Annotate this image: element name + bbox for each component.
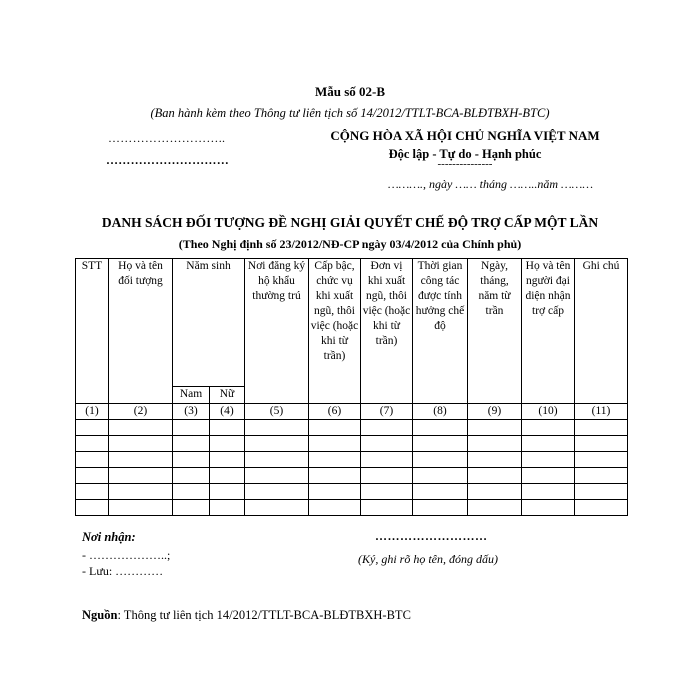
column-number: (3) (173, 404, 210, 420)
source-line (82, 608, 411, 623)
column-number: (5) (245, 404, 309, 420)
issued-note: (Ban hành kèm theo Thông tư liên tịch số 14/2012/TTLT-BCA-BLĐTBXH-BTC) (150, 106, 550, 120)
column-number: (6) (309, 404, 361, 420)
header-death-date: Ngày, tháng, năm từ trần (468, 259, 522, 404)
column-number: (4) (210, 404, 245, 420)
header-stt: STT (76, 259, 109, 404)
header-notes: Ghi chú (575, 259, 628, 404)
recipient-line: - ………………..; (82, 548, 171, 562)
source-text: : Thông tư liên tịch 14/2012/TTLT-BCA-BLĐTBXH-BTC (117, 608, 411, 622)
header-service-time: Thời gian công tác được tính hưởng chế độ (413, 259, 468, 404)
header-name: Họ và tên đối tượng (109, 259, 173, 404)
beneficiary-table (75, 258, 628, 516)
table-row (76, 468, 628, 484)
header-birth-year: Năm sinh (173, 259, 245, 387)
archive-line: - Lưu: ………… (82, 564, 164, 578)
source-label: Nguồn (82, 608, 118, 622)
signer-placeholder: ……………………… (375, 529, 488, 543)
date-line: ………., ngày …… tháng ……..năm ……… (388, 177, 594, 191)
motto-underline: --------------- (437, 158, 493, 170)
form-code: Mẫu số 02-B (314, 84, 386, 99)
header-residence: Nơi đăng ký hộ khẩu thường trú (245, 259, 309, 404)
table-row (76, 484, 628, 500)
column-number: (8) (413, 404, 468, 420)
header-female: Nữ (210, 387, 245, 404)
header-rank: Cấp bậc, chức vụ khi xuất ngũ, thôi việc (hoặc khi từ trần) (309, 259, 361, 404)
table-row (76, 452, 628, 468)
national-motto: Độc lập - Tự do - Hạnh phúc (388, 147, 542, 161)
column-number: (10) (522, 404, 575, 420)
country-name: CỘNG HÒA XÃ HỘI CHỦ NGHĨA VIỆT NAM (330, 128, 600, 143)
column-number: (1) (76, 404, 109, 420)
document-subtitle: (Theo Nghị định số 23/2012/NĐ-CP ngày 03/4/2012 của Chính phủ) (178, 237, 522, 251)
recipients-label: Nơi nhận: (82, 530, 136, 544)
header-male: Nam (173, 387, 210, 404)
header-representative: Họ và tên người đại diện nhận trợ cấp (522, 259, 575, 404)
signature-note: (Ký, ghi rõ họ tên, đóng dấu) (358, 552, 498, 566)
agency-name-placeholder-2: ………………………… (106, 153, 229, 167)
table-row (76, 420, 628, 436)
column-number: (2) (109, 404, 173, 420)
table-row (76, 436, 628, 452)
column-number: (7) (361, 404, 413, 420)
table-row (76, 500, 628, 516)
column-number: (9) (468, 404, 522, 420)
header-unit: Đơn vị khi xuất ngũ, thôi việc (hoặc khi từ trần) (361, 259, 413, 404)
document-title: DANH SÁCH ĐỐI TƯỢNG ĐỀ NGHỊ GIẢI QUYẾT CHẾ ĐỘ TRỢ CẤP MỘT LẦN (101, 215, 599, 230)
column-number: (11) (575, 404, 628, 420)
agency-name-placeholder: ……………………….. (108, 131, 226, 145)
